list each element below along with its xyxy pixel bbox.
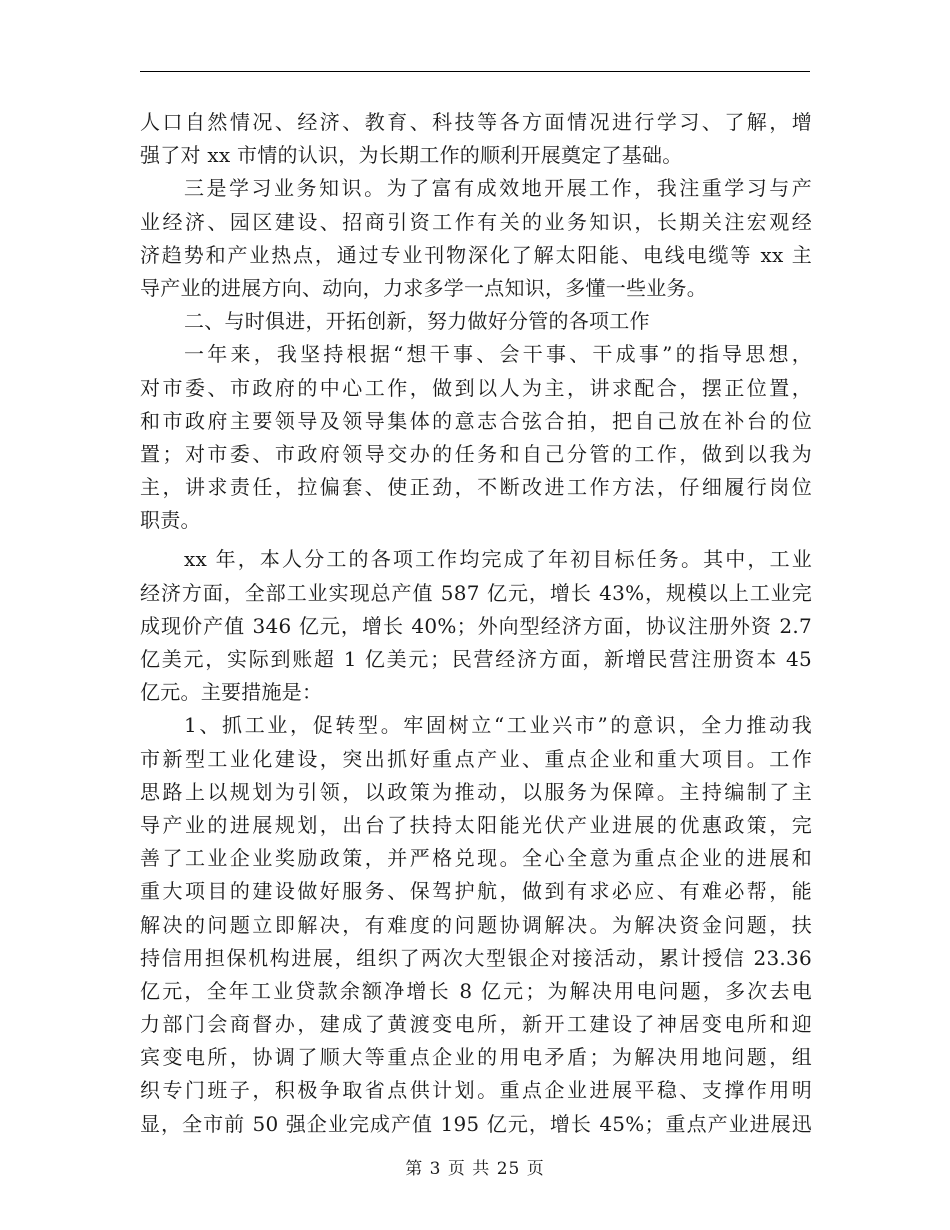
text-line: 宾变电所，协调了顺大等重点企业的用电矛盾；为解决用地问题，组 <box>140 1045 812 1070</box>
text-line: 济趋势和产业热点，通过专业刊物深化了解太阳能、电线电缆等 xx 主 <box>140 242 812 267</box>
text-line: 职责。 <box>140 508 201 533</box>
text-line: 经济方面，全部工业实现总产值 587 亿元，增长 43%，规模以上工业完 <box>140 580 812 605</box>
text-line: 重大项目的建设做好服务、保驾护航，做到有求必应、有难必帮，能 <box>140 879 812 904</box>
text-line: 亿美元，实际到账超 1 亿美元；民营经济方面，新增民营注册资本 45 <box>140 647 812 671</box>
body-text <box>140 106 812 1141</box>
text-line: xx 年，本人分工的各项工作均完成了年初目标任务。其中，工业 <box>184 547 812 572</box>
text-line: 三是学习业务知识。为了富有成效地开展工作，我注重学习与产 <box>184 176 812 201</box>
text-line: 对市委、市政府的中心工作，做到以人为主，讲求配合，摆正位置， <box>140 375 812 400</box>
text-line: 一年来，我坚持根据“想干事、会干事、干成事”的指导思想， <box>184 342 812 367</box>
text-line: 1、抓工业，促转型。牢固树立“工业兴市”的意识，全力推动我 <box>184 713 812 738</box>
text-line: 导产业的进展方向、动向，力求多学一点知识，多懂一些业务。 <box>140 275 707 300</box>
text-line: 解决的问题立即解决，有难度的问题协调解决。为解决资金问题，扶 <box>140 912 812 937</box>
text-line: 主，讲求责任，拉偏套、使正劲，不断改进工作方法，仔细履行岗位 <box>140 475 812 500</box>
text-line: 持信用担保机构进展，组织了两次大型银企对接活动，累计授信 23.36 <box>140 945 812 970</box>
text-line: 力部门会商督办，建成了黄渡变电所，新开工建设了神居变电所和迎 <box>140 1012 812 1037</box>
text-line: 成现价产值 346 亿元，增长 40%；外向型经济方面，协议注册外资 2.7 <box>140 613 812 638</box>
text-line: 业经济、园区建设、招商引资工作有关的业务知识，长期关注宏观经 <box>140 209 812 234</box>
text-line: 亿元，全年工业贷款余额净增长 8 亿元；为解决用电问题，多次去电 <box>140 978 812 1003</box>
text-line: 导产业的进展规划，出台了扶持太阳能光伏产业进展的优惠政策，完 <box>140 812 812 837</box>
text-line: 思路上以规划为引领，以政策为推动，以服务为保障。主持编制了主 <box>140 779 812 804</box>
text-line: 亿元。主要措施是： <box>140 680 323 705</box>
text-line: 和市政府主要领导及领导集体的意志合弦合拍，把自己放在补台的位 <box>140 408 812 433</box>
text-line: 置；对市委、市政府领导交办的任务和自己分管的工作，做到以我为 <box>140 441 812 466</box>
header-rule <box>140 71 810 72</box>
text-line: 市新型工业化建设，突出抓好重点产业、重点企业和重大项目。工作 <box>140 746 812 771</box>
text-line: 二、与时俱进，开拓创新，努力做好分管的各项工作 <box>184 309 650 334</box>
text-line: 强了对 xx 市情的认识，为长期工作的顺利开展奠定了基础。 <box>140 143 683 168</box>
text-line: 人口自然情况、经济、教育、科技等各方面情况进行学习、了解，增 <box>140 110 812 134</box>
page-number-footer: 第 3 页 共 25 页 <box>405 1159 545 1179</box>
text-line: 善了工业企业奖励政策，并严格兑现。全心全意为重点企业的进展和 <box>140 846 812 871</box>
text-line: 织专门班子，积极争取省点供计划。重点企业进展平稳、支撑作用明 <box>140 1078 812 1103</box>
text-line: 显，全市前 50 强企业完成产值 195 亿元，增长 45%；重点产业进展迅 <box>140 1111 812 1136</box>
